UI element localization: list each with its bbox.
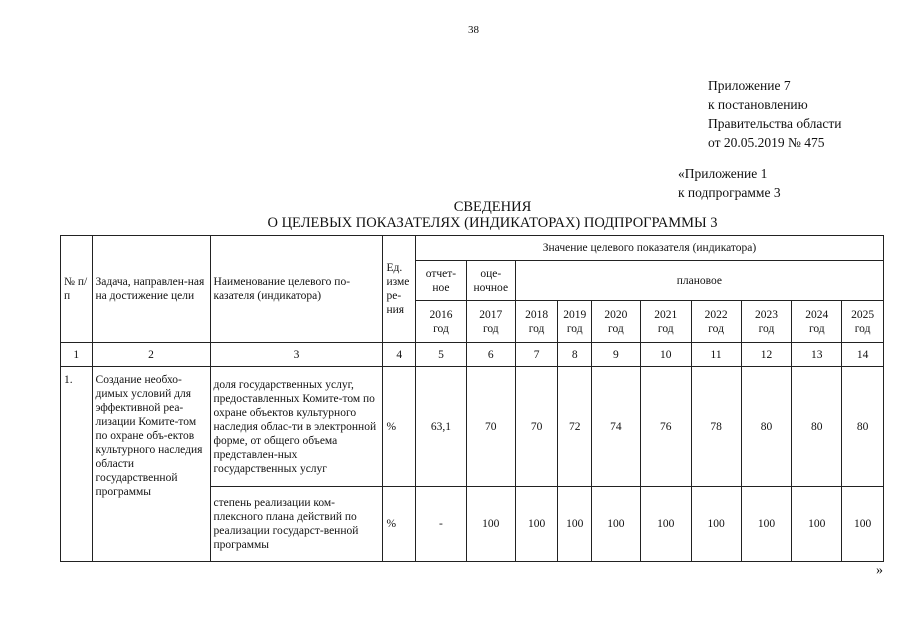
value-cell: 80	[792, 367, 842, 487]
value-cell: 80	[741, 367, 792, 487]
year-cell	[640, 301, 691, 343]
value-cell: 100	[792, 487, 842, 562]
year-cell	[691, 301, 741, 343]
value-cell: 100	[842, 487, 884, 562]
value-cell: 100	[515, 487, 558, 562]
year-unit: год	[708, 322, 724, 335]
year-unit: год	[608, 322, 624, 335]
value-cell: 100	[558, 487, 592, 562]
year-unit: год	[854, 322, 871, 335]
header-num: № п/п	[61, 236, 93, 343]
header-unit: Ед. изме ре-ния	[383, 236, 416, 343]
value-cell: 70	[466, 367, 515, 487]
value-cell: 100	[741, 487, 792, 562]
task-cell: Создание необхо-димых условий для эффективной реа-лизации Комите-том по охране объ-ектов культурного наследия области государственной программы	[92, 367, 210, 562]
appendix-header-line: Правительства области	[708, 116, 842, 131]
column-number: 13	[792, 343, 842, 367]
value-cell: 72	[558, 367, 592, 487]
year-unit: год	[482, 322, 499, 335]
year-cell	[591, 301, 640, 343]
column-number: 5	[416, 343, 467, 367]
year-unit: год	[433, 322, 449, 335]
appendix-sub-header	[678, 164, 781, 202]
year-value: 2021	[654, 308, 678, 321]
header-value-group: Значение целевого показателя (индикатора)	[416, 236, 884, 261]
year-value: 2018	[525, 308, 549, 321]
document-title: СВЕДЕНИЯ	[453, 199, 532, 215]
value-cell: 100	[466, 487, 515, 562]
appendix-header-line: от 20.05.2019 № 475	[708, 135, 825, 150]
year-cell	[792, 301, 842, 343]
header-estimated: оце-ночное	[466, 261, 515, 301]
year-value: 2023	[754, 308, 778, 321]
year-value: 2019	[563, 308, 587, 321]
year-cell	[466, 301, 515, 343]
closing-quote-mark: »	[876, 563, 883, 578]
value-cell: 74	[591, 367, 640, 487]
column-number: 7	[515, 343, 558, 367]
year-unit: год	[528, 322, 545, 335]
appendix-sub-line: к подпрограмме 3	[678, 185, 781, 200]
year-unit: год	[808, 322, 825, 335]
value-cell: 100	[640, 487, 691, 562]
column-number: 2	[92, 343, 210, 367]
year-cell	[741, 301, 792, 343]
value-cell: 63,1	[416, 367, 467, 487]
column-number: 12	[741, 343, 792, 367]
header-indicator: Наименование целевого по-казателя (индикатора)	[210, 236, 383, 343]
document-subtitle: О ЦЕЛЕВЫХ ПОКАЗАТЕЛЯХ (ИНДИКАТОРАХ) ПОДПРОГРАММЫ 3	[267, 215, 718, 231]
year-cell	[558, 301, 592, 343]
column-number: 9	[591, 343, 640, 367]
year-value: 2022	[704, 308, 728, 321]
column-number: 11	[691, 343, 741, 367]
year-cell	[842, 301, 884, 343]
year-unit: год	[758, 322, 775, 335]
value-cell: 80	[842, 367, 884, 487]
value-cell: 100	[591, 487, 640, 562]
header-row	[61, 236, 884, 261]
table-row	[61, 367, 884, 487]
appendix-header-line: Приложение 7	[708, 78, 791, 93]
value-cell: 100	[691, 487, 741, 562]
year-value: 2020	[604, 308, 628, 321]
column-number: 6	[466, 343, 515, 367]
unit-cell: %	[383, 367, 416, 487]
value-cell: 76	[640, 367, 691, 487]
year-value: 2017	[479, 308, 503, 321]
header-task: Задача, направлен-ная на достижение цели	[92, 236, 210, 343]
year-value: 2016	[429, 308, 453, 321]
column-number: 10	[640, 343, 691, 367]
value-cell: 78	[691, 367, 741, 487]
page-number: 38	[468, 24, 479, 36]
year-cell	[416, 301, 467, 343]
column-number: 1	[61, 343, 93, 367]
indicator-cell: доля государственных услуг, предоставленных Комите-том по охране объектов культурного наследия облас-ти в электронной форме, от общего объема представлен-ных государственных услуг	[210, 367, 383, 487]
value-cell: -	[416, 487, 467, 562]
unit-cell: %	[383, 487, 416, 562]
year-value: 2025	[851, 308, 875, 321]
appendix-header-line: к постановлению	[708, 97, 808, 112]
header-planned: плановое	[515, 261, 883, 301]
year-unit: год	[566, 322, 583, 335]
appendix-header	[708, 76, 841, 152]
year-value: 2024	[805, 308, 829, 321]
indicator-cell: степень реализации ком-плексного плана действий по реализации государст-венной программы	[210, 487, 383, 562]
appendix-sub-line: «Приложение 1	[678, 166, 768, 181]
year-unit: год	[657, 322, 674, 335]
column-number: 8	[558, 343, 592, 367]
value-cell: 70	[515, 367, 558, 487]
column-number: 4	[383, 343, 416, 367]
column-number: 3	[210, 343, 383, 367]
row-number: 1.	[61, 367, 93, 562]
column-numbers-row	[61, 343, 884, 367]
indicators-table	[60, 235, 884, 562]
column-number: 14	[842, 343, 884, 367]
year-cell	[515, 301, 558, 343]
header-reported: отчет-ное	[416, 261, 467, 301]
